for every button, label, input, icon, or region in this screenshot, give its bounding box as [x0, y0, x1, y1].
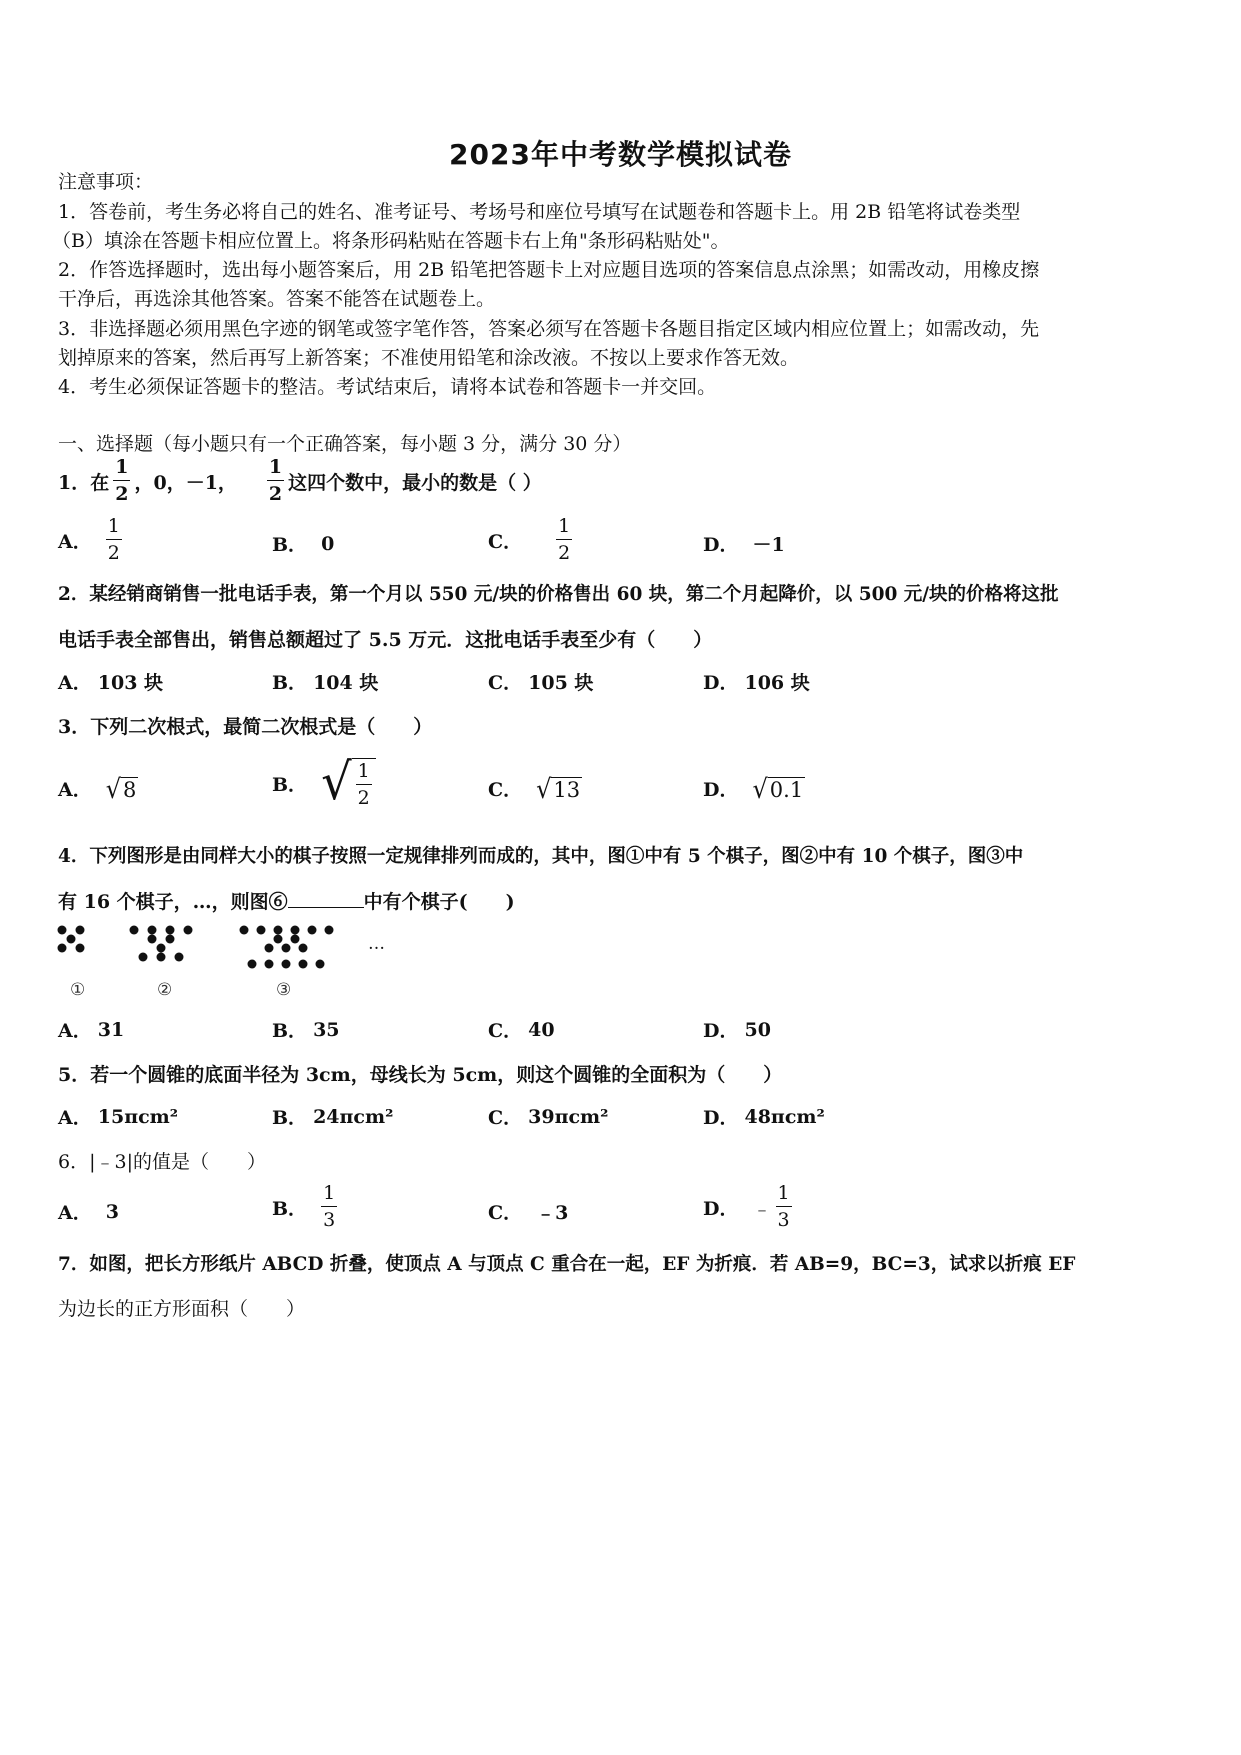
section-heading: 一、选择题（每小题只有一个正确答案，每小题 3 分，满分 30 分） — [58, 433, 632, 455]
notice-line: 划掉原来的答案，然后再写上新答案；不准使用铅笔和涂改液。不按以上要求作答无效。 — [58, 347, 800, 369]
question-1-stem — [58, 458, 542, 504]
question-4-line-1: 4．下列图形是由同样大小的棋子按照一定规律排列而成的，其中，图①中有 5 个棋子，图②中有 10 个棋子，图③中 — [58, 846, 1024, 867]
q2-option-d[interactable]: D． 106 块 — [703, 672, 810, 694]
notice-line: 3．非选择题必须用黑色字迹的钢笔或签字笔作答，答案必须写在答题卡各题目指定区域内相应位置上；如需改动，先 — [58, 318, 1040, 340]
q1-middle: ，0，－1， — [134, 471, 237, 494]
figure-3-pieces — [238, 924, 336, 980]
q3-option-d-sqrt: √ 0.1 — [752, 773, 804, 804]
figure-3-label: ③ — [276, 980, 292, 1000]
q4-option-d[interactable]: D． 50 — [703, 1018, 771, 1042]
figure-ellipsis: … — [368, 934, 385, 954]
q6-option-c[interactable]: C． ﹣3 — [488, 1202, 569, 1224]
question-4-line-2: 有 16 个棋子，…，则图⑥ 中有个棋子( ) — [58, 891, 515, 913]
q4-option-b[interactable]: B． 35 — [272, 1018, 340, 1042]
notice-line: 1．答卷前，考生务必将自己的姓名、准考证号、考场号和座位号填写在试题卷和答题卡上。用 2B 铅笔将试卷类型 — [58, 201, 1021, 223]
q1-option-a-fraction: $\frac{1}{2}$ — [107, 515, 120, 564]
q4-option-a[interactable]: A． 31 — [58, 1018, 125, 1042]
q3-option-c-sqrt: √ 13 — [536, 773, 581, 804]
question-2-line-1: 2．某经销商销售一批电话手表，第一个月以 550 元/块的价格售出 60 块，第二个月起降价，以 500 元/块的价格将这批 — [58, 584, 1059, 605]
q3-option-a[interactable]: A． √ 8 — [58, 773, 137, 804]
question-2-line-2: 电话手表全部售出，销售总额超过了 5.5 万元．这批电话手表至少有（ ） — [58, 629, 713, 651]
q3-option-d[interactable]: D． √ 0.1 — [703, 773, 804, 804]
q1-prefix: 1．在 — [58, 471, 110, 494]
question-3-stem: 3．下列二次根式，最简二次根式是（ ） — [58, 716, 433, 738]
question-5-stem: 5．若一个圆锥的底面半径为 3cm，母线长为 5cm，则这个圆锥的全面积为（ ） — [58, 1064, 783, 1086]
answer-blank[interactable] — [288, 889, 364, 908]
figure-2-label: ② — [157, 980, 173, 1000]
q3-option-b-fraction: $\frac{1}{2}$ — [357, 760, 370, 809]
q3-option-a-sqrt: √ 8 — [105, 773, 137, 804]
notice-line: 2．作答选择题时，选出每小题答案后，用 2B 铅笔把答题卡上对应题目选项的答案信息点涂黑；如需改动，用橡皮擦 — [58, 259, 1040, 281]
q2-option-b[interactable]: B． 104 块 — [272, 672, 379, 694]
q1-option-d[interactable]: D． －1 — [703, 534, 785, 556]
q6-option-d-fraction: $\frac{1}{3}$ — [777, 1182, 790, 1231]
q4-option-c[interactable]: C． 40 — [488, 1018, 555, 1042]
q1-suffix: 这四个数中，最小的数是（ ） — [288, 471, 542, 494]
question-7-line-1: 7．如图，把长方形纸片 ABCD 折叠，使顶点 A 与顶点 C 重合在一起，EF 为折痕．若 AB=9，BC=3，试求以折痕 EF — [58, 1254, 1076, 1275]
notice-heading: 注意事项： — [58, 171, 154, 193]
notice-line: （B）填涂在答题卡相应位置上。将条形码粘贴在答题卡右上角"条形码粘贴处"。 — [52, 230, 730, 252]
question-7-line-2: 为边长的正方形面积（ ） — [58, 1298, 306, 1320]
q6-option-b-fraction: $\frac{1}{3}$ — [323, 1182, 336, 1231]
figure-1-pieces — [56, 924, 96, 964]
q5-option-d[interactable]: D． 48πcm² — [703, 1105, 825, 1129]
q1-option-b[interactable]: B． 0 — [272, 532, 335, 556]
notice-line: 干净后，再选涂其他答案。答案不能答在试题卷上。 — [58, 288, 496, 310]
q1-fraction-1: $\frac{1}{2}$ — [115, 456, 129, 505]
q6-option-d[interactable]: D． ﹣ $\frac{1}{3}$ — [703, 1182, 790, 1231]
q2-option-c[interactable]: C． 105 块 — [488, 672, 594, 694]
page-title: 2023年中考数学模拟试卷 — [449, 138, 792, 171]
q5-option-c[interactable]: C． 39πcm² — [488, 1105, 609, 1129]
q1-fraction-2: $\frac{1}{2}$ — [268, 456, 283, 505]
q2-option-a[interactable]: A． 103 块 — [58, 672, 164, 694]
q1-option-c-fraction: $\frac{1}{2}$ — [558, 515, 571, 564]
figure-2-pieces — [128, 924, 198, 964]
q1-option-c[interactable]: C． $\frac{1}{2}$ — [488, 515, 571, 564]
question-6-stem: 6．|﹣3|的值是（ ） — [58, 1151, 266, 1173]
q6-option-b[interactable]: B． $\frac{1}{3}$ — [272, 1182, 336, 1231]
q5-option-a[interactable]: A． 15πcm² — [58, 1105, 179, 1129]
q1-option-a[interactable]: A． $\frac{1}{2}$ — [58, 515, 120, 564]
q3-option-b[interactable]: B． √ $\frac{1}{2}$ — [272, 758, 376, 808]
q5-option-b[interactable]: B． 24πcm² — [272, 1105, 394, 1129]
figure-1-label: ① — [70, 980, 86, 1000]
q3-option-b-sqrt: √ $\frac{1}{2}$ — [321, 758, 376, 808]
notice-line: 4．考生必须保证答题卡的整洁。考试结束后，请将本试卷和答题卡一并交回。 — [58, 376, 717, 398]
q3-option-c[interactable]: C． √ 13 — [488, 773, 581, 804]
q6-option-a[interactable]: A． 3 — [58, 1200, 119, 1224]
